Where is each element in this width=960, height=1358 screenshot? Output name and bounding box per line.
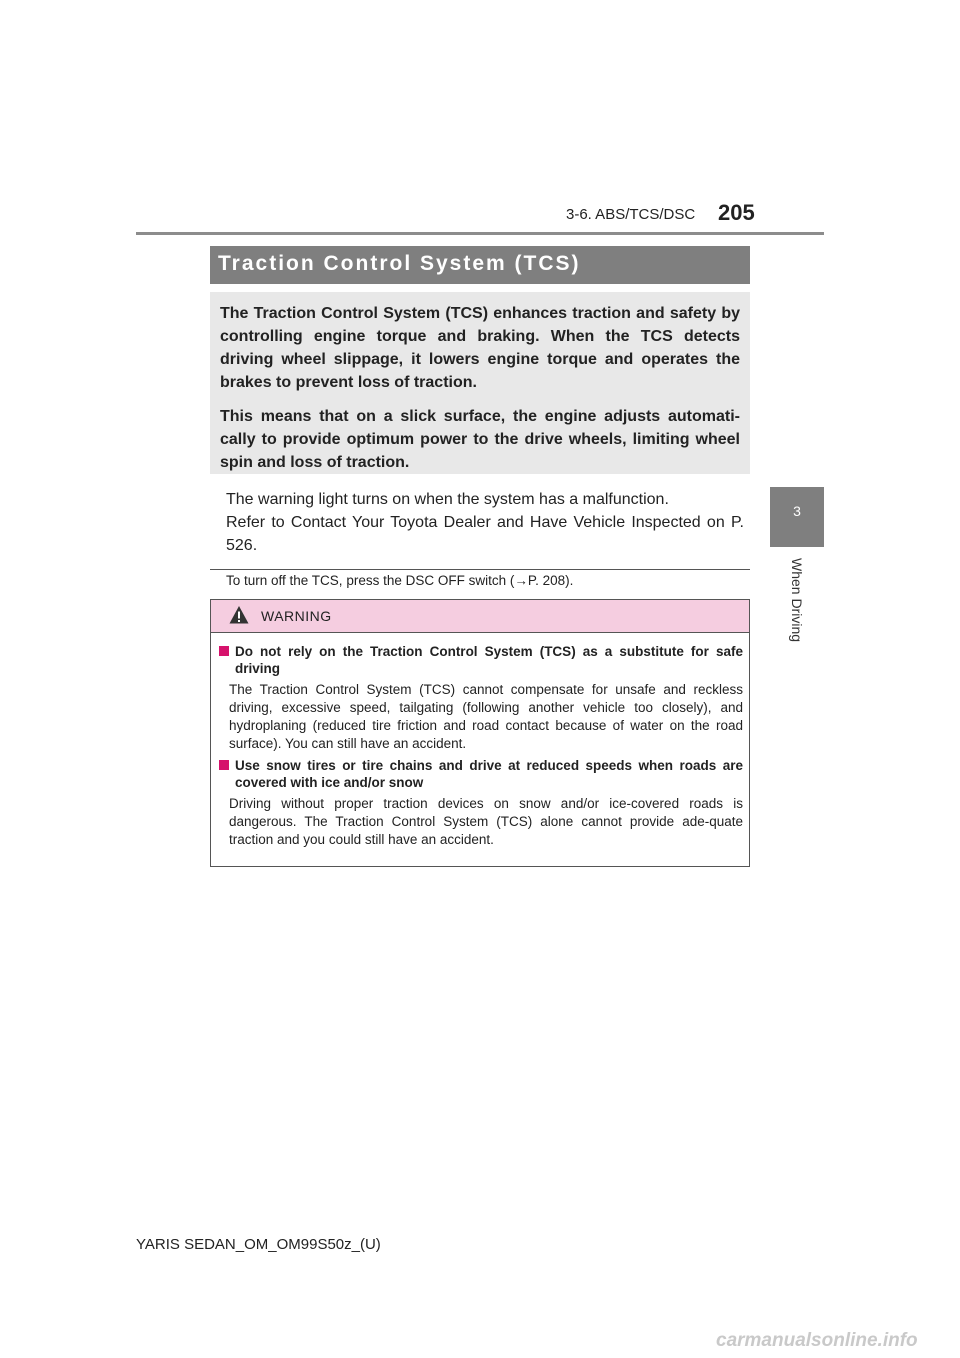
intro-paragraph-1: The Traction Control System (TCS) enhances traction and safety by controlling engine torque and braking. When the TCS detects driving wheel slippage, it lowers engine torque and operates the brakes to prevent loss of traction. xyxy=(220,305,740,391)
intro-paragraph-2: This means that on a slick surface, the engine adjusts automati-cally to provide optimum power to the drive wheels, limiting wheel spin and loss of traction. xyxy=(220,408,740,471)
chapter-number: 3 xyxy=(793,503,801,519)
warning-box xyxy=(210,599,750,867)
section-title-banner xyxy=(210,246,750,284)
warning-header xyxy=(211,600,749,633)
footer-model-code: YARIS SEDAN_OM_OM99S50z_(U) xyxy=(136,1236,381,1253)
intro-box xyxy=(210,292,750,474)
section-title: Traction Control System (TCS) xyxy=(218,252,581,275)
warning-item-heading: Use snow tires or tire chains and drive at reduced speeds when roads are covered with ice and/or snow xyxy=(235,758,743,790)
page-number: 205 xyxy=(718,200,755,225)
body-rule xyxy=(210,569,750,570)
section-header: 3-6. ABS/TCS/DSC xyxy=(566,206,696,223)
warning-triangle-icon xyxy=(229,605,249,625)
watermark: carmanualsonline.info xyxy=(716,1330,918,1351)
warning-item-text: Driving without proper traction devices on snow and/or ice-covered roads is dangerous. The Traction Control System (TCS) alone cannot provide ade-quate traction and you could still have an accident. xyxy=(229,796,743,847)
header-rule xyxy=(136,232,824,235)
warning-item xyxy=(219,643,743,753)
warning-item xyxy=(219,757,743,849)
dsc-off-note: To turn off the TCS, press the DSC OFF switch (→P. 208). xyxy=(226,573,574,588)
body-line-1: The warning light turns on when the system has a malfunction. xyxy=(226,491,669,508)
warning-item-text: The Traction Control System (TCS) cannot compensate for unsafe and reckless driving, excessive speed, tailgating (following another vehicle too closely), and hydroplaning (reduced tire friction and road contact because of water on the road surface). You can still have an accident. xyxy=(229,682,743,751)
warning-items xyxy=(211,633,749,849)
warning-item-heading: Do not rely on the Traction Control System (TCS) as a substitute for safe driving xyxy=(235,644,743,676)
square-bullet-icon xyxy=(219,760,229,770)
square-bullet-icon xyxy=(219,646,229,656)
body-text xyxy=(226,488,744,557)
body-line-2: Refer to Contact Your Toyota Dealer and Have Vehicle Inspected on P. 526. xyxy=(226,514,744,554)
warning-label: WARNING xyxy=(261,608,332,624)
chapter-label: When Driving xyxy=(789,557,805,643)
